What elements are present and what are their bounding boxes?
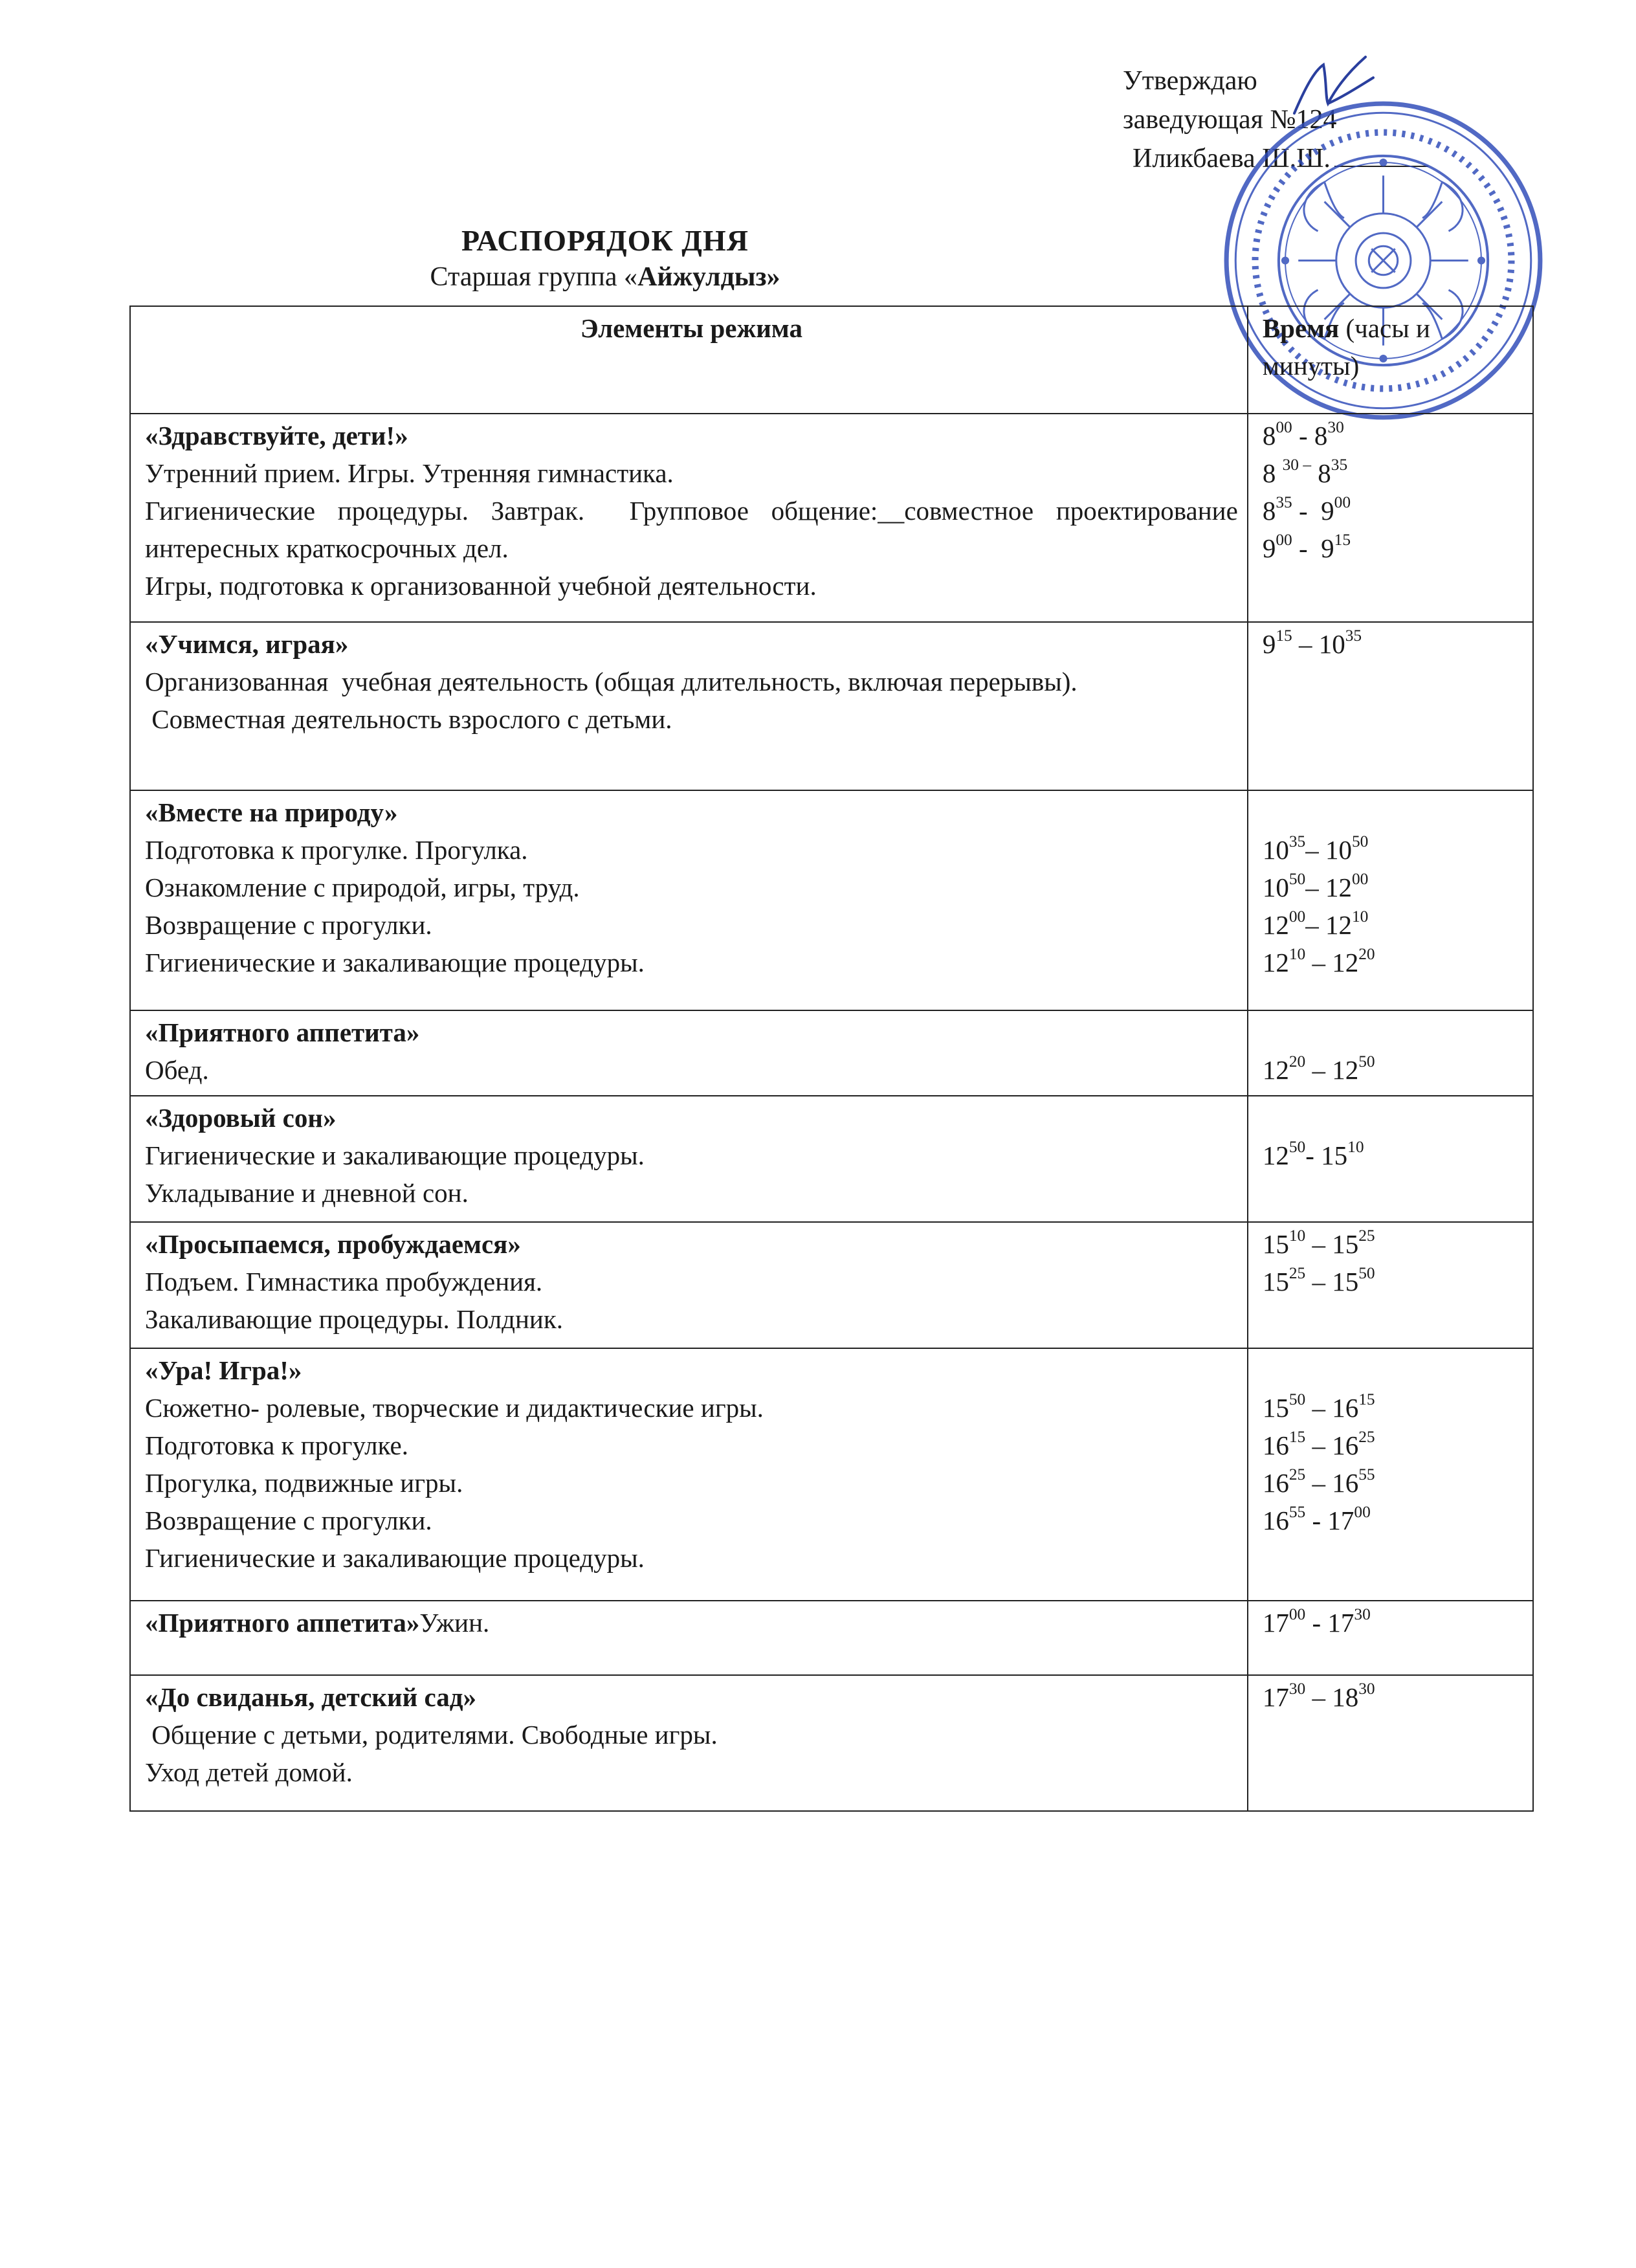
time-minutes: 15 [1358, 1390, 1375, 1408]
time-range [1263, 1604, 1523, 1641]
time-hours: 8 [1262, 496, 1276, 526]
time-spacer [1263, 1351, 1523, 1389]
time-cell [1248, 1222, 1533, 1348]
time-hours: 9 [1321, 533, 1334, 563]
time-cell [1248, 1348, 1533, 1601]
time-minutes: 50 [1358, 1263, 1375, 1282]
time-range [1263, 454, 1523, 492]
schedule-row [130, 414, 1533, 622]
time-range [1263, 1225, 1523, 1263]
schedule-table [129, 306, 1534, 1812]
time-hours: 9 [1262, 629, 1276, 659]
section-title-text: «Приятного аппетита» [145, 1017, 420, 1047]
time-minutes: 35 [1345, 626, 1362, 645]
time-separator: – [1305, 1393, 1332, 1423]
time-hours: 12 [1332, 948, 1359, 977]
activity-cell [130, 1096, 1248, 1222]
activity-cell [130, 1348, 1248, 1601]
schedule-row [130, 790, 1533, 1010]
time-separator: – [1305, 835, 1325, 865]
activity-cell [130, 1601, 1248, 1675]
activity-item: Укладывание и дневной сон. [145, 1178, 469, 1208]
time-minutes: 00 [1354, 1502, 1371, 1521]
time-separator: - [1292, 533, 1321, 563]
activity-cell [130, 1675, 1248, 1811]
time-cell [1248, 622, 1533, 790]
time-range [1263, 1263, 1523, 1300]
section-title [145, 1014, 1238, 1051]
time-hours: 12 [1262, 910, 1289, 940]
activity-item: Гигиенические и закаливающие процедуры. [145, 948, 645, 977]
time-spacer [1263, 1099, 1523, 1137]
time-range [1263, 1389, 1523, 1427]
time-header-bold: Время [1262, 313, 1340, 343]
schedule-row [130, 1010, 1533, 1096]
time-hours: 12 [1325, 873, 1352, 902]
schedule-row [130, 1222, 1533, 1348]
time-hours: 17 [1262, 1682, 1289, 1712]
time-minutes: 00 [1288, 1605, 1306, 1623]
time-minutes: 00 [1334, 493, 1351, 511]
time-hours: 8 [1262, 421, 1276, 450]
activity-cell [130, 790, 1248, 1010]
time-range [1263, 1427, 1523, 1464]
time-separator: – [1305, 1682, 1332, 1712]
time-hours: 16 [1332, 1430, 1359, 1460]
time-separator: – [1305, 1229, 1332, 1259]
activity-item: Обед. [145, 1055, 209, 1085]
time-minutes: 30 [1288, 1679, 1306, 1698]
time-hours: 18 [1332, 1682, 1359, 1712]
time-hours: 16 [1262, 1468, 1289, 1498]
time-cell [1248, 1010, 1533, 1096]
activity-item: Гигиенические процедуры. Завтрак. Групповое общение:__совместное проектирование интересных краткосрочных дел. [145, 496, 1245, 563]
time-hours: 8 [1318, 458, 1331, 488]
section-title-text: «Здоровый сон» [145, 1103, 337, 1133]
time-hours: 12 [1262, 948, 1289, 977]
time-range [1263, 831, 1523, 869]
activity-item: Возвращение с прогулки. [145, 1506, 432, 1535]
time-minutes: 50 [1288, 1137, 1306, 1156]
time-header-rest: (часы и минуты) [1262, 313, 1430, 381]
approval-line-1: Утверждаю [1123, 66, 1257, 96]
time-minutes: 20 [1288, 1052, 1306, 1071]
section-title [145, 417, 1238, 454]
activity-item: Утренний прием. Игры. Утренняя гимнастика. [145, 458, 674, 488]
time-hours: 15 [1321, 1140, 1348, 1170]
schedule-row [130, 1675, 1533, 1811]
time-minutes: 30 [1327, 417, 1344, 436]
time-hours: 10 [1262, 835, 1289, 865]
time-hours: 15 [1332, 1229, 1359, 1259]
time-minutes: 15 [1288, 1427, 1306, 1446]
table-header-row [130, 306, 1533, 414]
time-spacer [1263, 794, 1523, 831]
time-range [1263, 492, 1523, 529]
section-title-text: «Приятного аппетита» [145, 1608, 420, 1638]
approver-name: Иликбаева Ш.Ш. [1133, 144, 1331, 173]
time-hours: 9 [1321, 496, 1334, 526]
time-spacer [1263, 1014, 1523, 1051]
time-hours: 12 [1332, 1055, 1359, 1085]
section-title-text: «Просыпаемся, пробуждаемся» [145, 1229, 521, 1259]
time-minutes: 00 [1288, 907, 1306, 926]
section-title [145, 1099, 1238, 1137]
time-range [1263, 1502, 1523, 1539]
document-subtitle [129, 261, 1081, 293]
time-range [1263, 625, 1523, 663]
time-minutes: 10 [1347, 1137, 1364, 1156]
activity-cell [130, 414, 1248, 622]
time-range [1263, 529, 1523, 567]
time-separator: – [1305, 873, 1325, 902]
time-minutes: 30 [1358, 1679, 1375, 1698]
approval-line-2: заведующая №124 [1123, 105, 1337, 135]
time-minutes: 55 [1288, 1502, 1306, 1521]
section-title-tail: Ужин. [419, 1608, 490, 1638]
time-minutes: 35 [1276, 493, 1292, 511]
time-separator: – [1305, 948, 1332, 977]
time-cell [1248, 1675, 1533, 1811]
time-minutes: 50 [1358, 1052, 1375, 1071]
time-hours: 12 [1325, 910, 1352, 940]
time-range [1263, 869, 1523, 906]
activity-item: Подготовка к прогулке. [145, 1430, 408, 1460]
activity-item: Совместная деятельность взрослого с детьми. [145, 704, 672, 734]
activity-cell [130, 1222, 1248, 1348]
time-hours: 16 [1262, 1506, 1289, 1535]
time-separator: - [1305, 1140, 1321, 1170]
section-title [145, 1225, 1238, 1263]
time-minutes: 15 [1334, 530, 1351, 549]
time-minutes: 35 [1331, 455, 1348, 474]
activity-item: Общение с детьми, родителями. Свободные игры. [145, 1720, 718, 1750]
time-range [1263, 944, 1523, 981]
activity-item: Сюжетно- ролевые, творческие и дидактические игры. [145, 1393, 764, 1423]
time-hours: 15 [1332, 1267, 1359, 1296]
section-title [145, 1678, 1238, 1716]
time-separator [1311, 458, 1318, 488]
activity-item: Возвращение с прогулки. [145, 910, 432, 940]
time-cell [1248, 790, 1533, 1010]
schedule-body [130, 414, 1533, 1811]
time-hours: 12 [1262, 1055, 1289, 1085]
time-minutes: 25 [1288, 1465, 1306, 1484]
time-hours: 17 [1262, 1608, 1289, 1638]
time-hours: 15 [1262, 1393, 1289, 1423]
time-separator: – [1305, 1430, 1332, 1460]
time-hours: 9 [1262, 533, 1276, 563]
time-minutes: 35 [1288, 832, 1306, 850]
time-minutes: 00 [1351, 869, 1369, 888]
activity-item: Гигиенические и закаливающие процедуры. [145, 1543, 645, 1573]
time-hours: 10 [1318, 629, 1345, 659]
time-separator: - [1305, 1506, 1328, 1535]
time-separator: – [1292, 629, 1319, 659]
time-separator: – [1305, 1468, 1332, 1498]
schedule-row [130, 1348, 1533, 1601]
time-hours: 16 [1262, 1430, 1289, 1460]
time-minutes: 20 [1358, 944, 1375, 963]
column-header-time [1248, 306, 1533, 414]
schedule-row [130, 1601, 1533, 1675]
time-minutes: 10 [1288, 944, 1306, 963]
time-separator: – [1305, 910, 1325, 940]
activity-item: Подготовка к прогулке. Прогулка. [145, 835, 528, 865]
activity-item: Уход детей домой. [145, 1757, 353, 1787]
time-minutes: 10 [1351, 907, 1369, 926]
activity-item: Ознакомление с природой, игры, труд. [145, 873, 580, 902]
section-title-text: «До свиданья, детский сад» [145, 1682, 476, 1712]
time-separator: – [1305, 1267, 1332, 1296]
time-range [1263, 1051, 1523, 1089]
section-title [145, 1351, 1238, 1389]
time-minutes: 10 [1288, 1226, 1306, 1245]
time-hours: 8 [1314, 421, 1328, 450]
time-minutes: 25 [1288, 1263, 1306, 1282]
time-minutes: 30 – [1282, 455, 1312, 474]
activity-cell [130, 1010, 1248, 1096]
time-cell [1248, 1601, 1533, 1675]
time-separator: – [1305, 1055, 1332, 1085]
time-minutes: 25 [1358, 1427, 1375, 1446]
time-cell [1248, 414, 1533, 622]
section-title-text: «Здравствуйте, дети!» [145, 421, 408, 450]
section-title [145, 794, 1238, 831]
activity-item: Закаливающие процедуры. Полдник. [145, 1304, 563, 1334]
time-minutes: 55 [1358, 1465, 1375, 1484]
activity-item: Прогулка, подвижные игры. [145, 1468, 463, 1498]
time-hours: 12 [1262, 1140, 1289, 1170]
time-hours: 17 [1327, 1506, 1354, 1535]
section-title [145, 625, 1238, 663]
time-minutes: 50 [1288, 1390, 1306, 1408]
time-range [1263, 906, 1523, 944]
time-minutes: 00 [1276, 417, 1292, 436]
section-title-text: «Вместе на природу» [145, 797, 398, 827]
time-hours: 10 [1325, 835, 1352, 865]
time-range [1263, 1464, 1523, 1502]
time-range [1263, 1678, 1523, 1716]
schedule-row [130, 622, 1533, 790]
time-hours: 8 [1262, 458, 1283, 488]
section-title-text: «Учимся, играя» [145, 629, 349, 659]
subtitle-prefix: Старшая группа « [430, 262, 638, 292]
time-minutes: 25 [1358, 1226, 1375, 1245]
schedule-row [130, 1096, 1533, 1222]
time-cell [1248, 1096, 1533, 1222]
activity-item: Подъем. Гимнастика пробуждения. [145, 1267, 543, 1296]
time-minutes: 50 [1351, 832, 1369, 850]
activity-item: Игры, подготовка к организованной учебной деятельности. [145, 571, 817, 601]
activity-item: Организованная учебная деятельность (общая длительность, включая перерывы). [145, 667, 1078, 696]
time-minutes: 30 [1354, 1605, 1371, 1623]
section-title-text: «Ура! Игра!» [145, 1355, 302, 1385]
time-hours: 16 [1332, 1468, 1359, 1498]
time-range [1263, 1137, 1523, 1174]
time-separator: - [1292, 421, 1314, 450]
document-title: РАСПОРЯДОК ДНЯ [461, 224, 749, 257]
time-range [1263, 417, 1523, 454]
time-separator: - [1305, 1608, 1328, 1638]
time-hours: 17 [1327, 1608, 1354, 1638]
group-name: Айжулдыз» [637, 262, 780, 292]
section-title [145, 1604, 1238, 1641]
time-hours: 15 [1262, 1229, 1289, 1259]
time-minutes: 15 [1276, 626, 1292, 645]
time-separator: - [1292, 496, 1321, 526]
time-hours: 10 [1262, 873, 1289, 902]
time-hours: 15 [1262, 1267, 1289, 1296]
activity-cell [130, 622, 1248, 790]
column-header-elements: Элементы режима [130, 306, 1248, 414]
document-heading [129, 223, 1534, 293]
time-hours: 16 [1332, 1393, 1359, 1423]
time-minutes: 50 [1288, 869, 1306, 888]
time-minutes: 00 [1276, 530, 1292, 549]
activity-item: Гигиенические и закаливающие процедуры. [145, 1140, 645, 1170]
